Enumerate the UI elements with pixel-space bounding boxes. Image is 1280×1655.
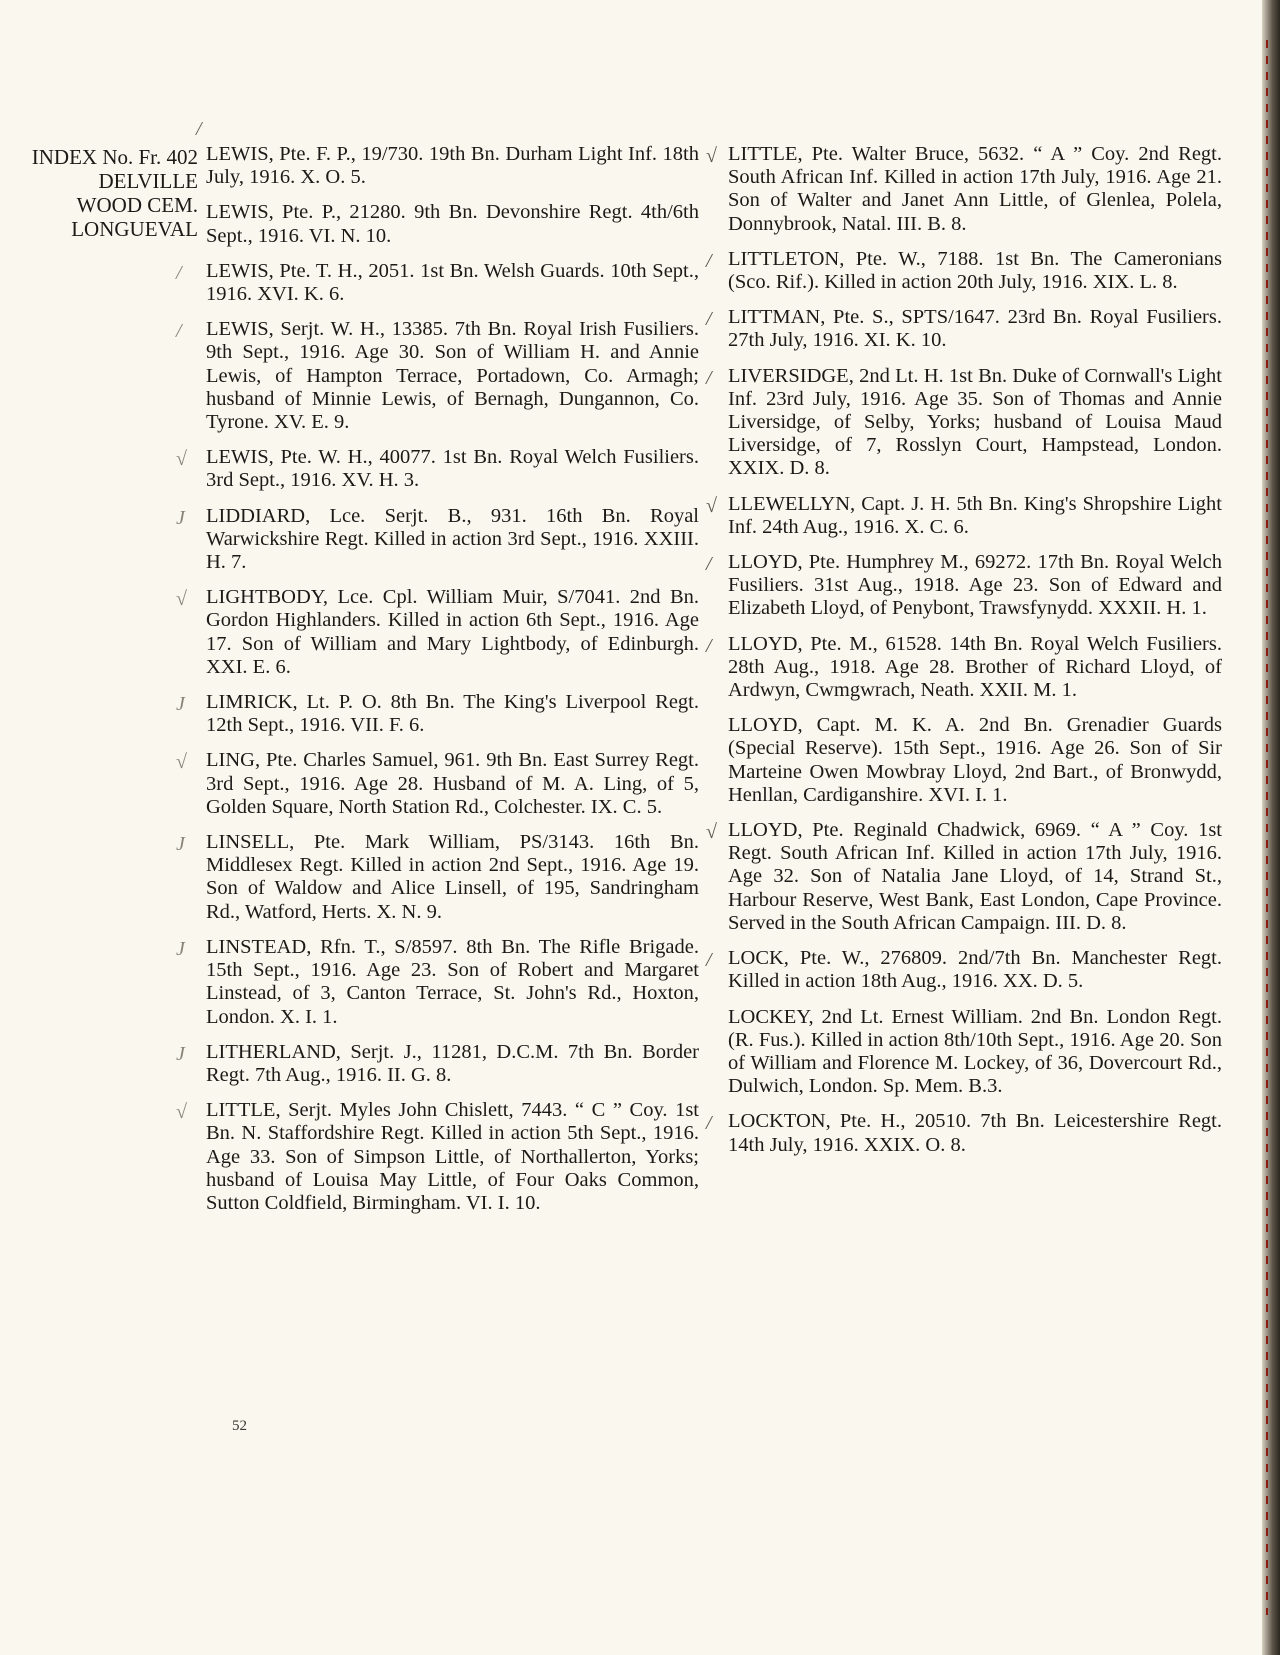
entry-text: LINSELL, Pte. Mark William, PS/3143. 16th Bn. Middlesex Regt. Killed in action 2nd Sept., 1916. Age 19. Son of Waldow and Alice Linsell, of 195, Sandringham Rd., Watford, Herts. X. N. 9.	[206, 831, 699, 923]
entry-text: LIVERSIDGE, 2nd Lt. H. 1st Bn. Duke of Cornwall's Light Inf. 23rd July, 1916. Age 35. Son of Thomas and Annie Liversidge, of Selby, Yorks; husband of Louisa Maud Liversidge, of 7, Rosslyn Court, Hampstead, London. XXIX. D. 8.	[728, 364, 1222, 480]
check-mark-icon: √	[706, 494, 717, 517]
list-item	[176, 586, 699, 679]
right-column	[706, 143, 1222, 1169]
check-mark-icon: √	[176, 588, 187, 611]
entry-text: LING, Pte. Charles Samuel, 961. 9th Bn. East Surrey Regt. 3rd Sept., 1916. Age 28. Husband of M. A. Ling, of 5, Golden Square, North Station Rd., Colchester. IX. C. 5.	[206, 749, 699, 818]
cemetery-location: LONGUEVAL	[71, 217, 198, 241]
check-mark-icon: √	[706, 821, 717, 844]
check-mark-icon: /	[706, 249, 712, 272]
entry-text: LITTLE, Serjt. Myles John Chislett, 7443. “ C ” Coy. 1st Bn. N. Staffordshire Regt. Killed in action 5th Sept., 1916. Age 33. Son of Simpson Little, of Northallerton, Yorks; husband of Louisa May Little, of Four Oaks Common, Sutton Coldfield, Birmingham. VI. I. 10.	[206, 1099, 699, 1214]
entry-text: LEWIS, Pte. T. H., 2051. 1st Bn. Welsh Guards. 10th Sept., 1916. XVI. K. 6.	[206, 259, 699, 306]
cemetery-name-line-2: WOOD CEM.	[76, 193, 198, 217]
list-item	[176, 1040, 699, 1087]
check-mark-icon: √	[176, 1101, 187, 1124]
check-mark-icon: /	[196, 118, 202, 140]
list-item	[706, 1110, 1222, 1156]
entry-text: LOCKTON, Pte. H., 20510. 7th Bn. Leicestershire Regt. 14th July, 1916. XXIX. O. 8.	[728, 1110, 1222, 1156]
cemetery-name-line-1: DELVILLE	[98, 169, 198, 193]
check-mark-icon: /	[176, 320, 182, 343]
list-item	[706, 551, 1222, 621]
book-spine	[1262, 0, 1280, 1655]
check-mark-icon: J	[176, 937, 185, 960]
list-item	[176, 504, 699, 575]
check-mark-icon: √	[176, 448, 187, 471]
entry-text: LEWIS, Serjt. W. H., 13385. 7th Bn. Royal Irish Fusiliers. 9th Sept., 1916. Age 30. Son of William H. and Annie Lewis, of Hampton Terrace, Portadown, Co. Armagh; husband of Minnie Lewis, of Bernagh, Dungannon, Co. Tyrone. XV. E. 9.	[206, 318, 699, 434]
check-mark-icon: /	[706, 949, 712, 972]
list-item	[176, 935, 699, 1029]
entry-text: LOCK, Pte. W., 276809. 2nd/7th Bn. Manchester Regt. Killed in action 18th Aug., 1916. XX. D. 5.	[728, 947, 1222, 993]
list-item	[176, 318, 699, 434]
check-mark-icon: J	[176, 693, 185, 716]
list-item	[706, 819, 1222, 935]
entry-text: LEWIS, Pte. F. P., 19/730. 19th Bn. Durham Light Inf. 18th July, 1916. X. O. 5.	[206, 143, 699, 189]
list-item	[706, 143, 1222, 236]
check-mark-icon: J	[176, 1042, 185, 1065]
list-item	[728, 714, 1222, 807]
list-item	[176, 831, 699, 924]
left-column	[176, 143, 699, 1227]
check-mark-icon: J	[176, 833, 185, 856]
entry-text: LIGHTBODY, Lce. Cpl. William Muir, S/7041. 2nd Bn. Gordon Highlanders. Killed in action 6th Sept., 1916. Age 17. Son of William and Mary Lightbody, of Edinburgh. XXI. E. 6.	[206, 586, 699, 678]
check-mark-icon: √	[706, 145, 717, 167]
entry-text: LLOYD, Pte. Humphrey M., 69272. 17th Bn. Royal Welch Fusiliers. 31st Aug., 1918. Age 23. Son of Edward and Elizabeth Lloyd, of Penybont, Trawsfynydd. XXXII. H. 1.	[728, 551, 1222, 620]
list-item	[706, 364, 1222, 481]
list-item	[176, 749, 699, 819]
entry-text: LEWIS, Pte. P., 21280. 9th Bn. Devonshire Regt. 4th/6th Sept., 1916. VI. N. 10.	[206, 201, 699, 247]
index-number: INDEX No. Fr. 402	[31, 145, 198, 169]
entry-text: LEWIS, Pte. W. H., 40077. 1st Bn. Royal Welch Fusiliers. 3rd Sept., 1916. XV. H. 3.	[206, 446, 699, 492]
check-mark-icon: /	[706, 1112, 712, 1135]
entry-text: LINSTEAD, Rfn. T., S/8597. 8th Bn. The Rifle Brigade. 15th Sept., 1916. Age 23. Son of Robert and Margaret Linstead, of 3, Canton Terrace, St. John's Rd., Hoxton, London. X. I. 1.	[206, 935, 699, 1028]
list-item	[176, 1099, 699, 1215]
entry-text: LLOYD, Pte. M., 61528. 14th Bn. Royal Welch Fusiliers. 28th Aug., 1918. Age 28. Brother of Richard Lloyd, of Ardwyn, Cwmgwrach, Neath. XXII. M. 1.	[728, 632, 1222, 702]
entry-text: LOCKEY, 2nd Lt. Ernest William. 2nd Bn. London Regt. (R. Fus.). Killed in action 8th/10th Sept., 1916. Age 20. Son of William and Florence M. Lockey, of 36, Dovercourt Rd., Dulwich, London. Sp. Mem. B.3.	[728, 1005, 1222, 1098]
list-item	[706, 947, 1222, 993]
entry-text: LITHERLAND, Serjt. J., 11281, D.C.M. 7th Bn. Border Regt. 7th Aug., 1916. II. G. 8.	[206, 1040, 699, 1086]
check-mark-icon: J	[176, 506, 185, 529]
check-mark-icon: /	[706, 308, 712, 331]
list-item	[706, 632, 1222, 703]
entry-text: LLEWELLYN, Capt. J. H. 5th Bn. King's Shropshire Light Inf. 24th Aug., 1916. X. C. 6.	[728, 492, 1222, 538]
list-item	[206, 201, 699, 247]
check-mark-icon: /	[176, 261, 182, 284]
binding-stitch	[1266, 40, 1268, 1615]
check-mark-icon: /	[706, 634, 712, 657]
check-mark-icon: /	[706, 366, 712, 389]
list-item	[176, 446, 699, 492]
list-item	[176, 259, 699, 306]
list-item	[706, 247, 1222, 294]
page-number: 52	[232, 1418, 247, 1434]
entry-text: LITTLE, Pte. Walter Bruce, 5632. “ A ” Coy. 2nd Regt. South African Inf. Killed in action 17th July, 1916. Age 21. Son of Walter and Janet Ann Little, of Glenlea, Polela, Donnybrook, Natal. III. B. 8.	[728, 143, 1222, 235]
entry-text: LIDDIARD, Lce. Serjt. B., 931. 16th Bn. Royal Warwickshire Regt. Killed in action 3rd Sept., 1916. XXIII. H. 7.	[206, 504, 699, 574]
list-item	[176, 691, 699, 737]
list-item	[706, 492, 1222, 539]
entry-text: LLOYD, Capt. M. K. A. 2nd Bn. Grenadier Guards (Special Reserve). 15th Sept., 1916. Age 26. Son of Sir Marteine Owen Mowbray Lloyd, 2nd Bart., of Bronwydd, Henllan, Cardiganshire. XVI. I. 1.	[728, 714, 1222, 806]
check-mark-icon: /	[706, 553, 712, 576]
cemetery-index-label	[0, 145, 198, 241]
list-item	[206, 143, 699, 189]
list-item	[706, 306, 1222, 352]
list-item	[728, 1006, 1222, 1099]
entry-text: LLOYD, Pte. Reginald Chadwick, 6969. “ A ” Coy. 1st Regt. South African Inf. Killed in action 17th July, 1916. Age 32. Son of Natalia Jane Lloyd, of 14, Strand St., Harbour Reserve, West Bank, East London, Cape Province. Served in the South African Campaign. III. D. 8.	[728, 819, 1222, 934]
entry-text: LITTMAN, Pte. S., SPTS/1647. 23rd Bn. Royal Fusiliers. 27th July, 1916. XI. K. 10.	[728, 306, 1222, 352]
check-mark-icon: √	[176, 751, 187, 774]
entry-text: LITTLETON, Pte. W., 7188. 1st Bn. The Cameronians (Sco. Rif.). Killed in action 20th July, 1916. XIX. L. 8.	[728, 247, 1222, 294]
entry-text: LIMRICK, Lt. P. O. 8th Bn. The King's Liverpool Regt. 12th Sept., 1916. VII. F. 6.	[206, 691, 699, 737]
